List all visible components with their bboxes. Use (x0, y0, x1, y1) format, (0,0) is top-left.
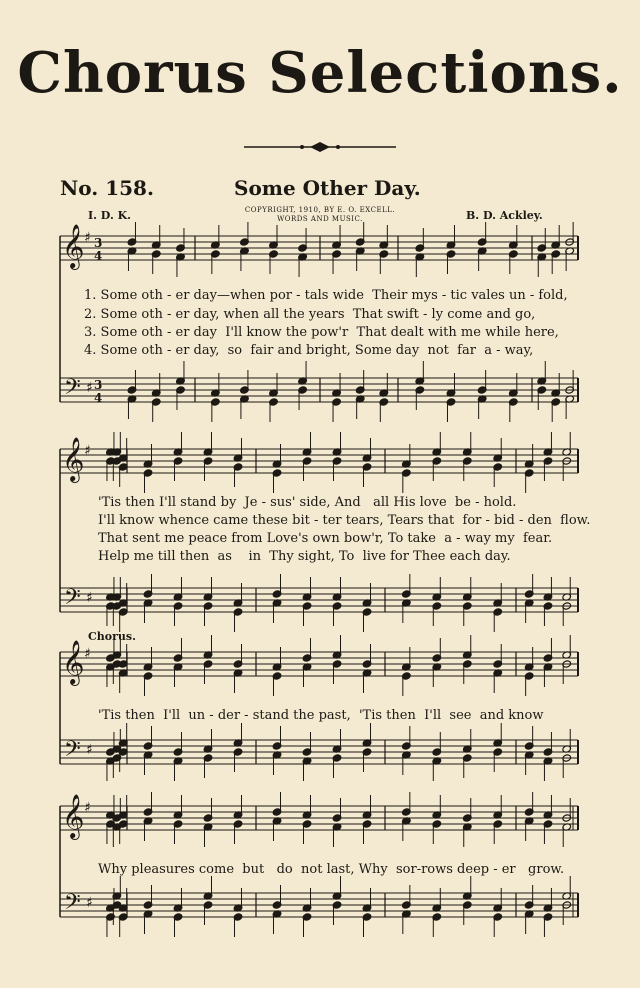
copyright-line: WORDS AND MUSIC. (277, 215, 363, 223)
key-sharp: ♯ (86, 380, 93, 396)
hymn-title: Some Other Day. (234, 176, 421, 200)
key-sharp: ♯ (86, 590, 93, 606)
time-signature: 4 (94, 249, 103, 263)
bass-clef: 𝄢 (64, 737, 81, 767)
music-credit: B. D. Ackley. (466, 209, 543, 222)
copyright-line: COPYRIGHT, 1910, BY E. O. EXCELL. (244, 206, 396, 214)
words-credit: I. D. K. (88, 209, 132, 222)
lyric-line: 2. Some oth - er day, when all the years That swift - ly come and go, (84, 307, 536, 322)
time-signature: 4 (94, 391, 103, 405)
key-sharp: ♯ (84, 230, 91, 246)
lyric-line: Help me till then as in Thy sight, To live for Thee each day. (98, 549, 511, 564)
lyric-line: 'Tis then I'll stand by Je - sus' side, And all His love be - hold. (98, 495, 517, 510)
treble-clef: 𝄞 (62, 794, 85, 838)
lyric-line: 4. Some oth - er day, so fair and bright, Some day not far a - way, (84, 343, 534, 358)
lyric-line: Why pleasures come but do not last, Why sor-rows deep - er grow. (98, 862, 565, 877)
bass-clef: 𝄢 (64, 585, 81, 615)
bass-clef: 𝄢 (64, 890, 81, 920)
chorus-label: Chorus. (88, 630, 136, 643)
key-sharp: ♯ (84, 646, 91, 662)
lyric-line: 1. Some oth - er day—when por - tals wide Their mys - tic vales un - fold, (84, 288, 568, 303)
time-signature: 3 (94, 236, 103, 250)
time-signature: 3 (94, 378, 103, 392)
key-sharp: ♯ (84, 800, 91, 816)
lyric-line: 3. Some oth - er day I'll know the pow'r That dealt with me while here, (84, 325, 559, 340)
lyric-line: 'Tis then I'll un - der - stand the past, 'Tis then I'll see and know (98, 708, 544, 723)
lyric-line: That sent me peace from Love's own bow'r, To take a - way my fear. (98, 531, 553, 546)
lyric-line: I'll know whence came these bit - ter tears, Tears that for - bid - den flow. (98, 513, 591, 528)
hymn-number: No. 158. (60, 176, 154, 200)
treble-clef: 𝄞 (62, 224, 85, 268)
treble-clef: 𝄞 (62, 640, 85, 684)
key-sharp: ♯ (84, 443, 91, 459)
section-title: Chorus Selections. (17, 40, 623, 106)
treble-clef: 𝄞 (62, 437, 85, 481)
key-sharp: ♯ (86, 895, 93, 911)
bass-clef: 𝄢 (64, 375, 81, 405)
key-sharp: ♯ (86, 742, 93, 758)
